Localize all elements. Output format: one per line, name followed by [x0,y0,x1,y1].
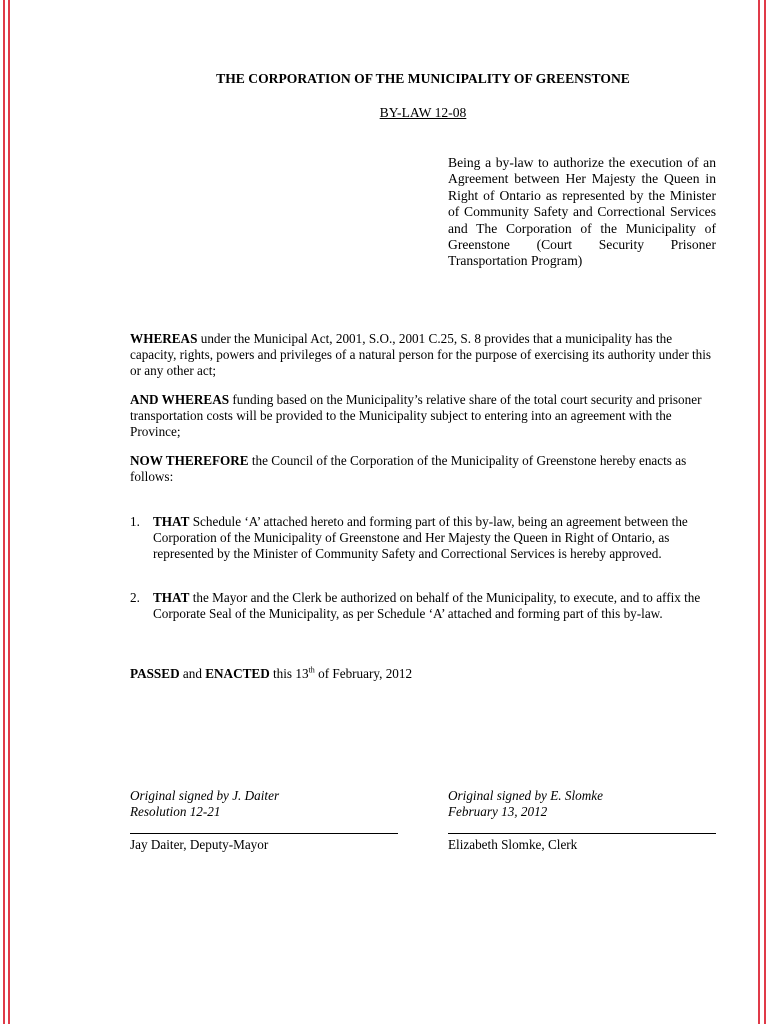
list-item [130,514,720,562]
item-number: 2. [130,590,140,605]
signed-note: Original signed by E. Slomke [448,788,603,803]
passed-enacted-line [130,666,720,682]
right-border-line-outer [764,0,766,1024]
item-lead: THAT [153,590,190,605]
item-body: the Mayor and the Clerk be authorized on behalf of the Municipality, to execute, and to affix the Corporate Seal of the Municipality, as per Schedule ‘A’ attached and forming part of this by-law. [153,590,701,621]
document-title: THE CORPORATION OF THE MUNICIPALITY OF GREENSTONE [216,71,630,86]
and-whereas-clause [130,392,720,440]
signed-note: Original signed by J. Daiter [130,788,280,803]
left-border-line-outer [3,0,5,1024]
signature-block-deputy-mayor [130,788,400,853]
date-rest: of February, 2012 [314,666,413,681]
item-number: 1. [130,514,140,529]
and-whereas-lead: AND WHEREAS [130,392,230,407]
signature-block-clerk [448,788,718,853]
whereas-text: under the Municipal Act, 2001, S.O., 2001 C.25, S. 8 provides that a municipality has the capacity, rights, powers and privileges of a natural person for the purpose of exercising its authority under this or any other act; [130,331,712,378]
item-body: Schedule ‘A’ attached hereto and forming part of this by-law, being an agreement between the Corporation of the Municipality of Greenstone and Her Majesty the Queen in Right of Ontario, as represented by the Minister of Community Safety and Correctional Services is hereby approved. [153,514,688,561]
signatory-name: Elizabeth Slomke, Clerk [448,837,578,852]
whereas-lead: WHEREAS [130,331,198,346]
signature-reference: February 13, 2012 [448,804,548,819]
item-lead: THAT [153,514,190,529]
left-border-line-inner [8,0,10,1024]
this-day: this 13 [269,666,309,681]
bylaw-preamble: Being a by-law to authorize the execution of an Agreement between Her Majesty the Queen in Right of Ontario as represented by the Minister of Community Safety and Correctional Services and The Corporation of the Municipality of Greenstone (Court Security Prisoner Transportation Program) [448,155,716,269]
whereas-clause [130,331,720,379]
right-border-line-inner [758,0,760,1024]
now-therefore-lead: NOW THEREFORE [130,453,249,468]
now-therefore-text: the Council of the Corporation of the Municipality of Greenstone hereby enacts as follows: [130,453,687,484]
item-text [153,514,720,562]
and-whereas-text: funding based on the Municipality’s relative share of the total court security and prisoner transportation costs will be provided to the Municipality subject to entering into an agreement with the Province; [130,392,702,439]
signature-line [448,833,716,834]
ordinal-suffix: th [308,665,315,675]
list-item [130,590,720,622]
now-therefore-clause [130,453,720,485]
signature-reference: Resolution 12-21 [130,804,221,819]
and-word: and [179,666,206,681]
bylaw-number: BY-LAW 12-08 [379,105,467,120]
passed-word: PASSED [130,666,180,681]
signatory-name: Jay Daiter, Deputy-Mayor [130,837,269,852]
signature-line [130,833,398,834]
enacted-word: ENACTED [205,666,270,681]
item-text [153,590,720,622]
